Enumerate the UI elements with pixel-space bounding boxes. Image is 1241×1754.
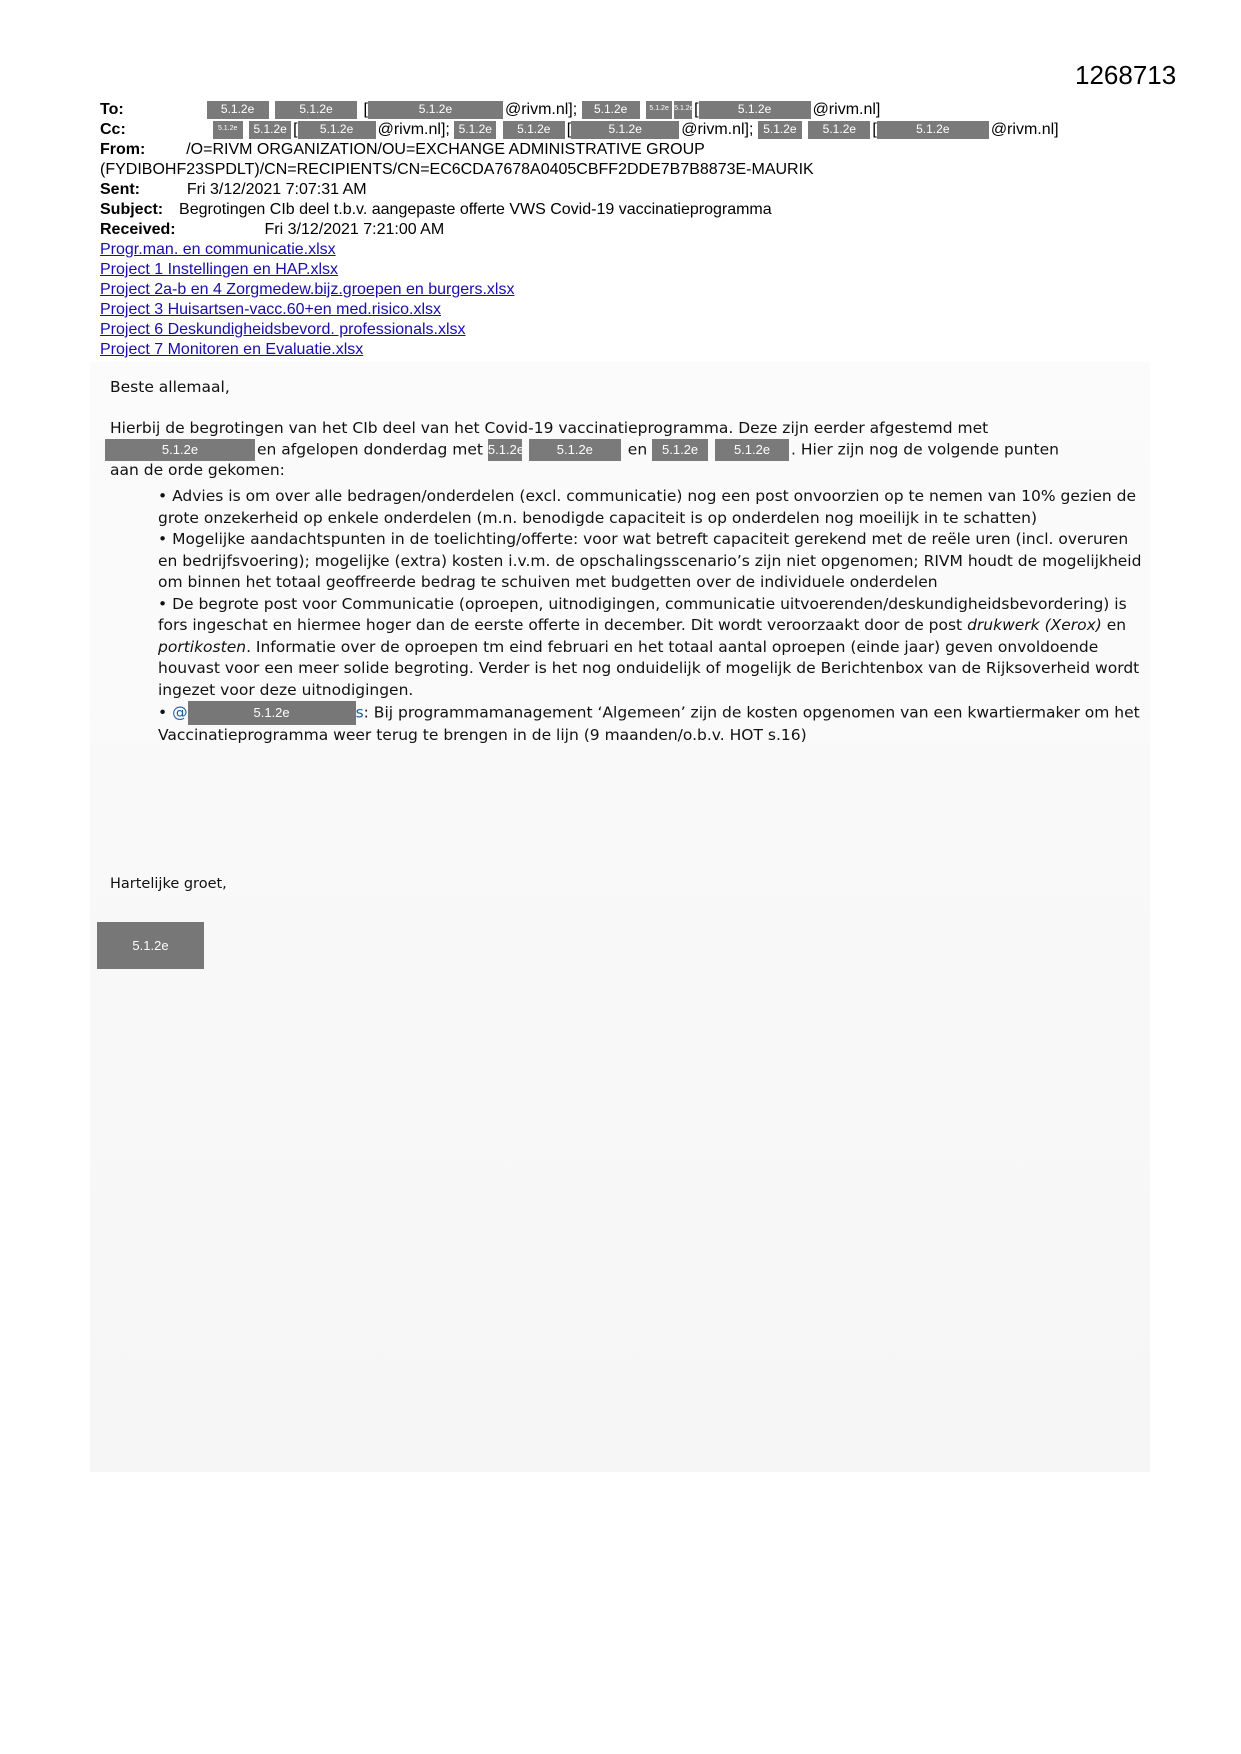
email-suffix: @rivm.nl]; [504,101,578,118]
subject-value: Begrotingen CIb deel t.b.v. aangepaste offerte VWS Covid-19 vaccinatieprogramma [179,201,772,218]
from-line-2: (FYDIBOHF23SPDLT)/CN=RECIPIENTS/CN=EC6CDA7678A0405CBFF2DDE7B7B8873E-MAURIK [100,161,814,178]
email-suffix: @rivm.nl] [812,101,881,118]
redaction: 5.1.2e [275,101,357,119]
sent-line [100,180,367,200]
from-value: /O=RIVM ORGANIZATION/OU=EXCHANGE ADMINISTRATIVE GROUP [186,141,705,158]
intro-mid-1: en afgelopen donderdag met [257,440,483,459]
attachment-link[interactable]: Project 6 Deskundigheidsbevord. professionals.xlsx [100,321,466,338]
bullet-emphasis: drukwerk (Xerox) [967,616,1102,634]
redaction: 5.1.2e [646,101,672,119]
bullet-item [158,701,1148,747]
signature-redaction: 5.1.2e [97,922,204,969]
email-suffix: @rivm.nl] [990,121,1059,138]
redaction: 5.1.2e [571,121,679,139]
bracket: [ [566,121,572,138]
bullet-text: en [1101,616,1127,634]
redaction: 5.1.2e [207,101,269,119]
redaction: 5.1.2e [368,101,503,119]
to-line [100,100,880,120]
bullet-item [158,594,1148,702]
sent-value: Fri 3/12/2021 7:07:31 AM [186,181,367,198]
sent-label: Sent: [100,181,140,198]
document-number: 1268713 [1075,60,1177,90]
cc-label: Cc: [100,121,126,138]
redaction: 5.1.2e [877,121,989,139]
attachment-link[interactable]: Project 1 Instellingen en HAP.xlsx [100,261,339,278]
intro-line-1: Hierbij de begrotingen van het CIb deel van het Covid-19 vaccinatieprogramma. Deze zijn eerder afgestemd met [110,419,989,437]
bullet-text: . Informatie over de oproepen tm eind februari en het totaal aantal oproepen (einde jaar) geven onvoldoende houvast voor een meer solide begroting. Verder is het nog onduidelijk of mogelijk de Berichtenbox van de Rijksoverheid wordt ingezet voor deze uitnodigingen. [158,637,1140,699]
bullet-list [158,486,1148,747]
bracket: [ [694,101,699,118]
bullet-text: • [158,703,173,722]
mention-at: @ [172,703,188,722]
email-suffix: @rivm.nl]; [377,121,450,138]
attachment-link[interactable]: Progr.man. en communicatie.xlsx [100,241,336,258]
bullet-text: • De begrote post voor Communicatie (oproepen, uitnodigingen, communicatie uitvoerenden/deskundigheidsbevordering) is fors ingeschat en hiermee hoger dan de eerste offerte in december. Dit wordt veroorzaakt door de post [158,594,1127,634]
from-line [100,140,705,160]
subject-label: Subject: [100,201,164,218]
attachment-link[interactable]: Project 2a-b en 4 Zorgmedew.bijz.groepen en burgers.xlsx [100,281,515,298]
redaction: 5.1.2e [213,121,243,139]
received-line [100,220,444,240]
redaction: 5.1.2e [249,121,291,139]
redaction: 5.1.2e [503,121,565,139]
cc-line [100,120,1059,140]
bullet-text: : Bij programmamanagement ‘Algemeen’ zijn de kosten opgenomen van een kwartiermaker om het Vaccinatieprogramma weer terug te brengen in de lijn (9 maanden/o.b.v. HOT s.16) [158,703,1140,744]
bracket: [ [363,101,368,118]
redaction: 5.1.2e [758,121,802,139]
intro-line-3: aan de orde gekomen: [110,461,285,479]
intro-line-2 [105,439,1059,461]
email-suffix: @rivm.nl]; [681,121,754,138]
intro-mid-2: en [627,440,648,459]
bullet-emphasis: portikosten [158,637,247,656]
bracket: [ [293,121,298,138]
mention-end: s [355,703,364,722]
redaction: 5.1.2e [808,121,870,139]
from-label: From: [100,141,146,158]
bracket: [ [872,121,877,138]
bullet-item: • Advies is om over alle bedragen/onderdelen (excl. communicatie) nog een post onvoorzien op te nemen van 10% gezien de grote onzekerheid op enkele onderdelen (m.n. benodigde capaciteit is op onderdelen nog moeilijk in te schatten) [158,487,1137,527]
redaction: 5.1.2e [529,439,621,461]
redaction: 5.1.2e [674,101,692,119]
redaction: 5.1.2e [188,701,356,725]
to-label: To: [100,101,124,118]
subject-line [100,200,772,220]
bullet-item: • Mogelijke aandachtspunten in de toelichting/offerte: voor wat betreft capaciteit gerekend met de reële uren (incl. overuren en bedrijfsvoering); mogelijke (extra) kosten i.v.m. de opschalingsscenario’s zijn niet opgenomen; RIVM houdt de mogelijkheid om binnen het totaal geoffreerde bedrag te schuiven met budgetten over de individuele onderdelen [158,530,1142,591]
attachment-link[interactable]: Project 3 Huisartsen-vacc.60+en med.risico.xlsx [100,301,442,318]
redaction: 5.1.2e [715,439,789,461]
redaction: 5.1.2e [298,121,376,139]
redaction: 5.1.2e [454,121,496,139]
closing: Hartelijke groet, [110,876,227,892]
redaction: 5.1.2e [105,439,255,461]
redaction: 5.1.2e [488,439,522,461]
redaction: 5.1.2e [582,101,640,119]
redaction: 5.1.2e [652,439,708,461]
received-value: Fri 3/12/2021 7:21:00 AM [264,221,445,238]
intro-end: . Hier zijn nog de volgende punten [791,440,1059,459]
attachment-link[interactable]: Project 7 Monitoren en Evaluatie.xlsx [100,341,364,358]
received-label: Received: [100,221,176,238]
greeting: Beste allemaal, [110,378,230,396]
redaction: 5.1.2e [699,101,811,119]
